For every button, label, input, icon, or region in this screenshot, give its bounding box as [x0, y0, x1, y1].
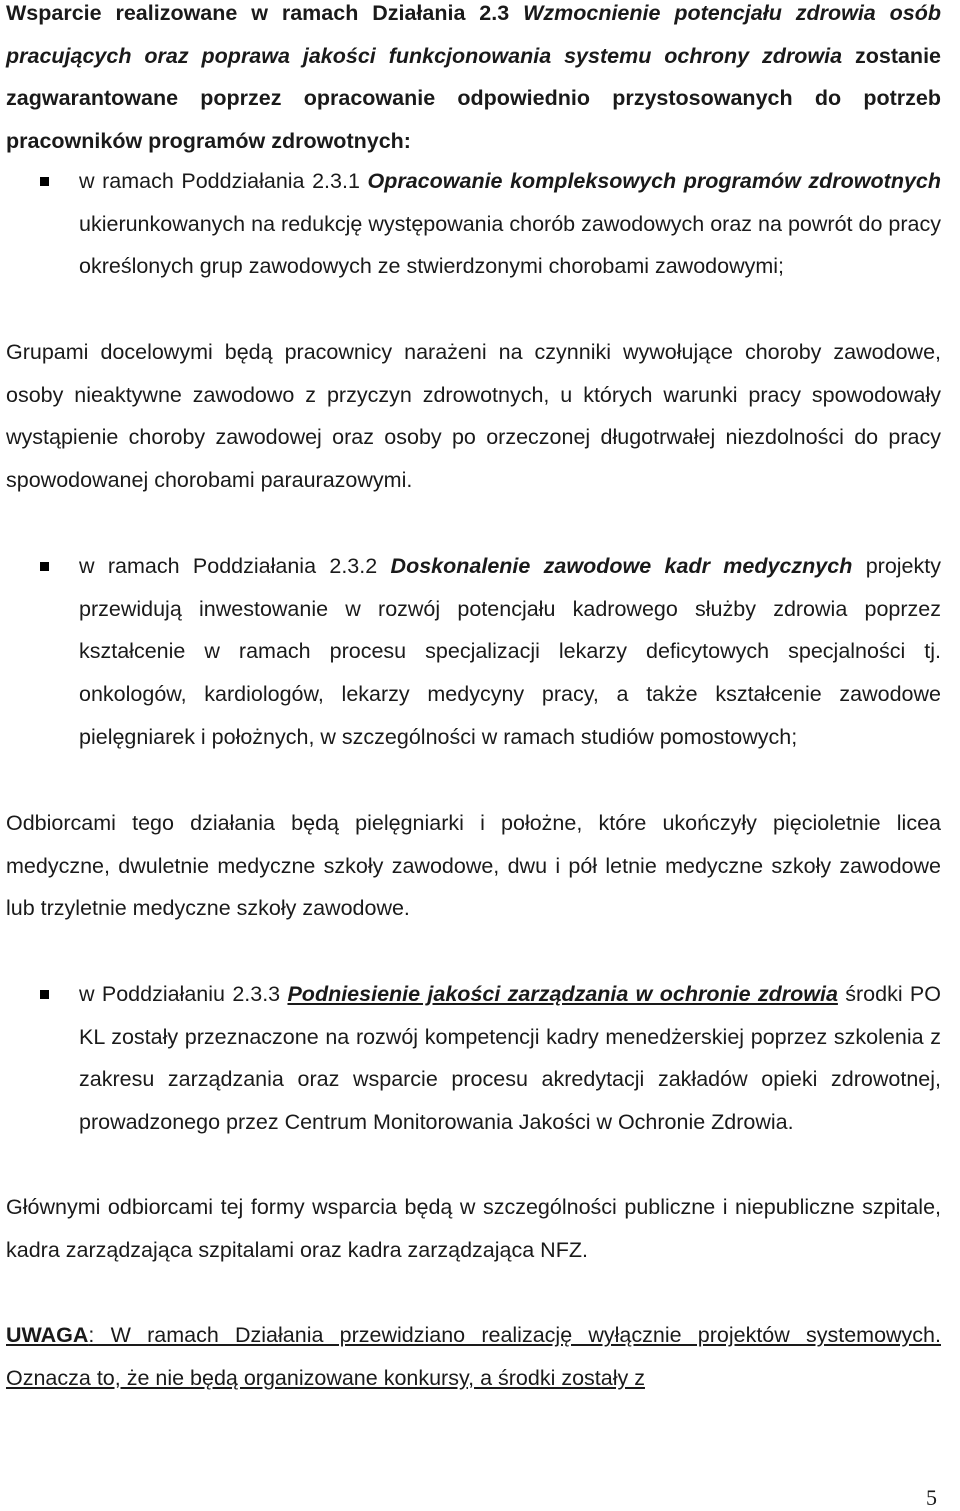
- item2-rest: projekty przewidują inwestowanie w rozwój potencjału kadrowego służby zdrowia poprzez kształcenie w ramach procesu specjalizacji lekarzy deficytowych specjalności tj. onkologów, kardiologów, lekarzy medycyny pracy, a także kształcenie zawodowe pielęgniarek i położnych, w szczególności w ramach studiów pomostowych;: [79, 554, 941, 749]
- item1-lead: w ramach Poddziałania 2.3.1: [79, 169, 368, 193]
- intro-paragraph: [6, 0, 941, 163]
- item2-title: Doskonalenie zawodowe kadr medycznych: [390, 554, 853, 578]
- bullet-icon: [40, 177, 49, 186]
- intro-lead: Wsparcie realizowane w ramach Działania 2.3: [6, 1, 524, 25]
- bullet-icon: [40, 562, 49, 571]
- item1-title: Opracowanie kompleksowych programów zdrowotnych: [367, 169, 941, 193]
- note-paragraph: [6, 1314, 941, 1399]
- item3-title: Podniesienie jakości zarządzania w ochronie zdrowia: [287, 982, 838, 1006]
- intro-title: Wzmocnienie potencjału zdrowia osób pracujących oraz poprawa jakości funkcjonowania systemu ochrony zdrowia: [6, 1, 942, 68]
- list-item-2-3-3: [79, 973, 941, 1144]
- note-text: : W ramach Działania przewidziano realizację wyłącznie projektów systemowych. Oznacza to, że nie będą organizowane konkursy, a środki zostały z: [6, 1323, 941, 1390]
- page-number: 5: [926, 1485, 937, 1510]
- item3-rest: środki PO KL zostały przeznaczone na rozwój kompetencji kadry menedżerskiej poprzez szkolenia z zakresu zarządzania oraz wsparcie procesu akredytacji zakładów opieki zdrowotnej, prowadzonego przez Centrum Monitorowania Jakości w Ochronie Zdrowia.: [79, 982, 941, 1135]
- intro-rest: zostanie zagwarantowane poprzez opracowanie odpowiednio przystosowanych do potrzeb pracowników programów zdrowotnych:: [6, 43, 941, 154]
- item1-rest: ukierunkowanych na redukcję występowania chorób zawodowych oraz na powrót do pracy określonych grup zawodowych ze stwierdzonymi chorobami zawodowymi;: [79, 211, 941, 279]
- paragraph-recipients: Odbiorcami tego działania będą pielęgniarki i położne, które ukończyły pięcioletnie licea medyczne, dwuletnie medyczne szkoły zawodowe, dwu i pół letnie medyczne szkoły zawodowe lub trzyletnie medyczne szkoły zawodowe.: [6, 811, 941, 921]
- paragraph-target-groups: Grupami docelowymi będą pracownicy narażeni na czynniki wywołujące choroby zawodowe, osoby nieaktywne zawodowo z przyczyn zdrowotnych, u których warunki pracy spowodowały wystąpienie choroby zawodowej oraz osoby po orzeczonej długotrwałej niezdolności do pracy spowodowanej chorobami paraurazowymi.: [6, 340, 941, 493]
- bullet-icon: [40, 990, 49, 999]
- list-item-2-3-2: [79, 545, 941, 759]
- list-item-2-3-1: [79, 160, 941, 288]
- note-label: UWAGA: [6, 1323, 89, 1347]
- item2-lead: w ramach Poddziałania 2.3.2: [79, 554, 391, 578]
- paragraph-main-recipients: Głównymi odbiorcami tej formy wsparcia będą w szczególności publiczne i niepubliczne szpitale, kadra zarządzająca szpitalami oraz kadra zarządzająca NFZ.: [6, 1195, 941, 1262]
- item3-lead: w Poddziałaniu 2.3.3: [79, 982, 288, 1006]
